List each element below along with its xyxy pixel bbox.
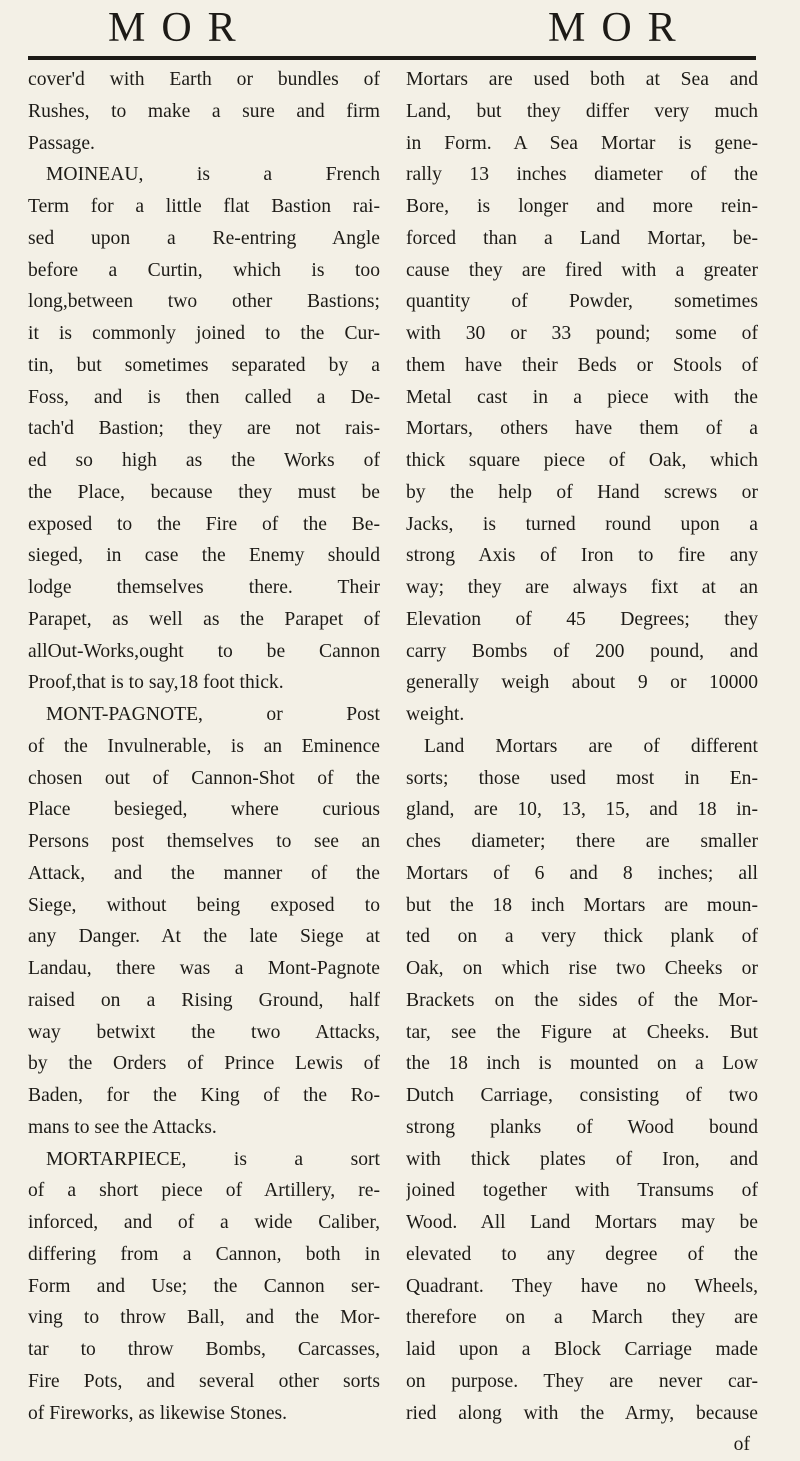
text-line: strong planks of Wood bound: [406, 1116, 758, 1138]
right-column: [406, 64, 758, 1461]
text-line: with thick plates of Iron, and: [406, 1148, 758, 1170]
text-line: Foss, and is then called a De-: [28, 386, 380, 408]
text-line: Land Mortars are of different: [424, 735, 758, 757]
text-line: ving to throw Ball, and the Mor-: [28, 1307, 380, 1329]
text-line: MOINEAU, is a French: [46, 164, 380, 186]
text-line: any Danger. At the late Siege at: [28, 926, 380, 948]
text-line: before a Curtin, which is too: [28, 259, 380, 281]
text-line: Place besieged, where curious: [28, 799, 380, 821]
text-line: Landau, there was a Mont-Pagnote: [28, 958, 380, 979]
text-line: Wood. All Land Mortars may be: [406, 1212, 758, 1233]
text-line: quantity of Powder, sometimes: [406, 291, 758, 313]
text-line: Brackets on the sides of the Mor-: [406, 989, 758, 1011]
header-right-word: MOR: [548, 5, 692, 51]
text-line: Dutch Carriage, consisting of two: [406, 1085, 758, 1106]
text-line: cover'd with Earth or bundles of: [28, 69, 380, 90]
left-column: [28, 64, 380, 1429]
text-line: but the 18 inch Mortars are moun-: [406, 894, 758, 916]
text-line: on purpose. They are never car-: [406, 1370, 758, 1392]
text-line: Term for a little flat Bastion rai-: [28, 196, 380, 217]
text-line: of the Invulnerable, is an Eminence: [28, 735, 380, 757]
text-line: sorts; those used most in En-: [406, 767, 758, 789]
text-line: chosen out of Cannon-Shot of the: [28, 767, 380, 789]
text-line: allOut-Works,ought to be Cannon: [28, 640, 380, 662]
text-line: way; they are always fixt at an: [406, 577, 758, 598]
text-line: generally weigh about 9 or 10000: [406, 672, 758, 694]
text-line: sed upon a Re-entring Angle: [28, 227, 380, 249]
text-line: mans to see the Attacks.: [28, 1116, 217, 1138]
text-line: of a short piece of Artillery, re-: [28, 1180, 380, 1202]
text-line: long,between two other Bastions;: [28, 291, 380, 313]
text-line: Oak, on which rise two Cheeks or: [406, 958, 758, 979]
text-line: it is commonly joined to the Cur-: [28, 323, 380, 344]
text-line: tar to throw Bombs, Carcasses,: [28, 1339, 380, 1360]
text-line: MORTARPIECE, is a sort: [46, 1148, 380, 1170]
text-line: rally 13 inches diameter of the: [406, 164, 758, 186]
text-line: ches diameter; there are smaller: [406, 831, 758, 852]
text-line: by the Orders of Prince Lewis of: [28, 1053, 380, 1075]
text-line: cause they are fired with a greater: [406, 259, 758, 281]
text-line: thick square piece of Oak, which: [406, 450, 758, 471]
text-line: raised on a Rising Ground, half: [28, 989, 380, 1011]
text-line: Elevation of 45 Degrees; they: [406, 608, 758, 630]
text-line: Parapet, as well as the Parapet of: [28, 608, 380, 630]
text-line: lodge themselves there. Their: [28, 577, 380, 598]
text-line: Baden, for the King of the Ro-: [28, 1085, 380, 1106]
text-line: in Form. A Sea Mortar is gene-: [406, 132, 758, 154]
text-line: Bore, is longer and more rein-: [406, 196, 758, 217]
text-line: Metal cast in a piece with the: [406, 386, 758, 408]
running-header: [0, 0, 800, 62]
text-line: Mortars, others have them of a: [406, 418, 758, 440]
text-line: Quadrant. They have no Wheels,: [406, 1275, 758, 1297]
text-line: ed so high as the Works of: [28, 450, 380, 471]
text-line: gland, are 10, 13, 15, and 18 in-: [406, 799, 758, 821]
text-line: of: [733, 1434, 750, 1456]
text-line: Passage.: [28, 132, 95, 154]
text-line: Rushes, to make a sure and firm: [28, 100, 380, 122]
text-line: Jacks, is turned round upon a: [406, 513, 758, 535]
text-line: ted on a very thick plank of: [406, 926, 758, 948]
text-line: weight.: [406, 704, 465, 725]
text-line: Persons post themselves to see an: [28, 831, 380, 852]
text-line: therefore on a March they are: [406, 1307, 758, 1329]
text-line: MONT-PAGNOTE, or Post: [46, 704, 380, 725]
text-line: Fire Pots, and several other sorts: [28, 1370, 380, 1392]
text-line: forced than a Land Mortar, be-: [406, 227, 758, 249]
text-line: of Fireworks, as likewise Stones.: [28, 1402, 288, 1424]
text-line: by the help of Hand screws or: [406, 481, 758, 503]
text-line: Siege, without being exposed to: [28, 894, 380, 916]
text-line: sieged, in case the Enemy should: [28, 545, 380, 567]
text-line: tar, see the Figure at Cheeks. But: [406, 1021, 758, 1043]
text-line: way betwixt the two Attacks,: [28, 1021, 380, 1043]
text-line: strong Axis of Iron to fire any: [406, 545, 758, 567]
text-line: inforced, and of a wide Caliber,: [28, 1212, 380, 1233]
text-line: them have their Beds or Stools of: [406, 354, 758, 376]
text-line: Mortars are used both at Sea and: [406, 69, 758, 90]
text-line: tin, but sometimes separated by a: [28, 354, 380, 376]
text-line: Mortars of 6 and 8 inches; all: [406, 862, 758, 884]
header-left-word: MOR: [108, 5, 252, 51]
text-line: joined together with Transums of: [406, 1180, 758, 1202]
text-line: carry Bombs of 200 pound, and: [406, 640, 758, 662]
text-line: tach'd Bastion; they are not rais-: [28, 418, 380, 440]
text-line: ried along with the Army, because: [406, 1402, 758, 1424]
text-line: Land, but they differ very much: [406, 100, 758, 122]
text-line: the Place, because they must be: [28, 481, 380, 503]
text-line: exposed to the Fire of the Be-: [28, 513, 380, 535]
text-line: with 30 or 33 pound; some of: [406, 323, 758, 344]
text-line: Proof,that is to say,18 foot thick.: [28, 672, 284, 694]
text-line: Attack, and the manner of the: [28, 862, 380, 884]
text-line: elevated to any degree of the: [406, 1243, 758, 1265]
text-line: the 18 inch is mounted on a Low: [406, 1053, 758, 1075]
text-line: differing from a Cannon, both in: [28, 1243, 380, 1265]
text-line: laid upon a Block Carriage made: [406, 1339, 758, 1360]
header-rule: [28, 56, 756, 60]
text-line: Form and Use; the Cannon ser-: [28, 1275, 380, 1297]
